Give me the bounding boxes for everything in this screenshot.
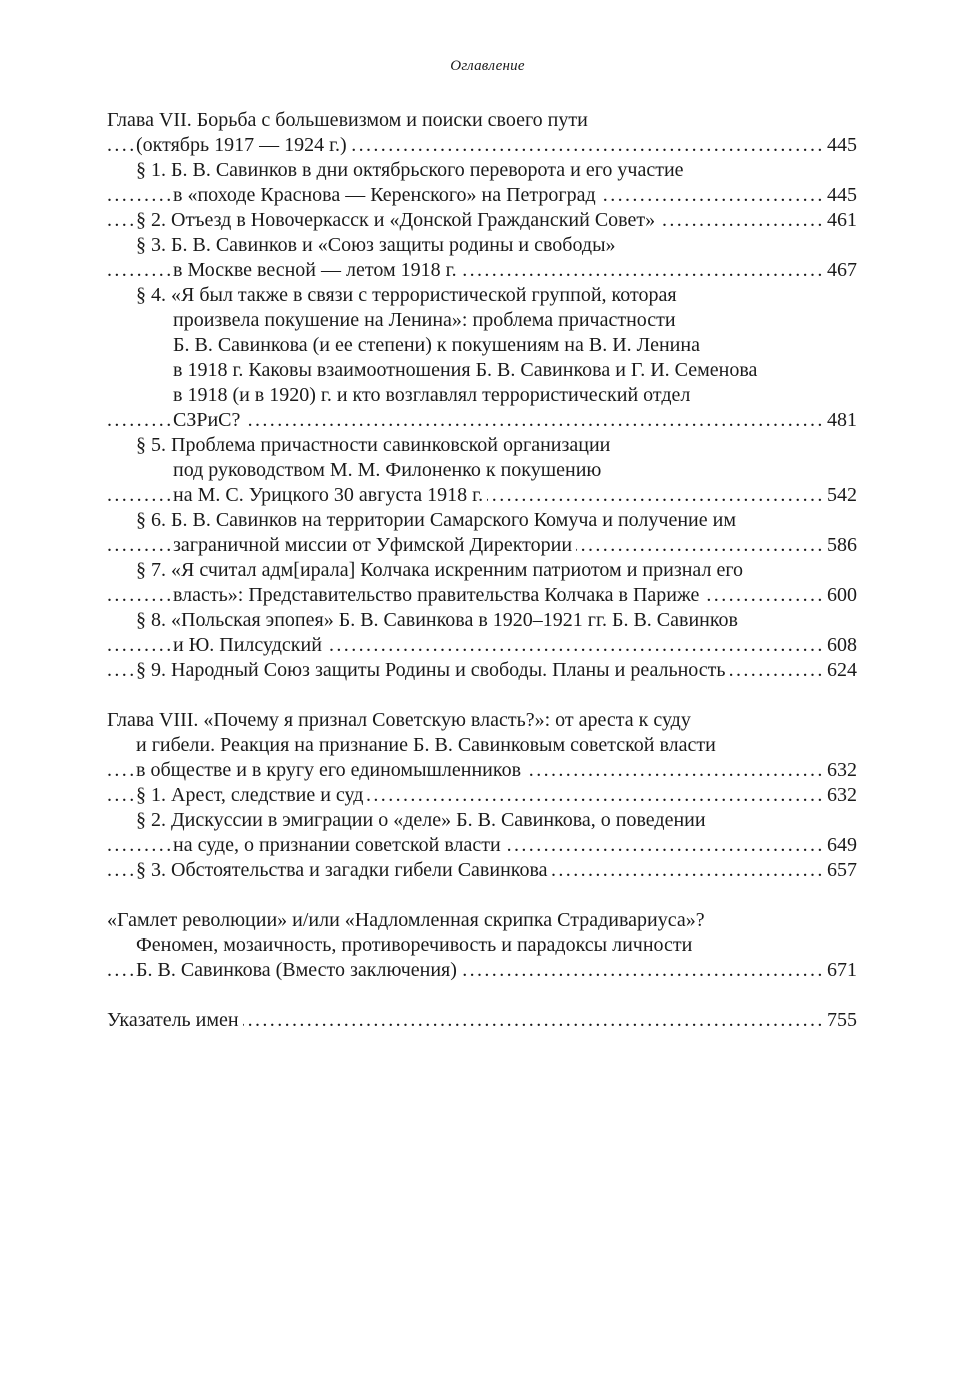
spacer xyxy=(107,683,857,708)
page-number: 657 xyxy=(824,858,857,883)
toc-entry-section-8-3[interactable]: § 3. Обстоятельства и загадки гибели Савинкова 657 . . . xyxy=(107,858,857,883)
toc-section-7-4: § 4. «Я был также в связи с террористической группой, которая xyxy=(136,284,677,306)
toc-section-7-1: § 1. Б. В. Савинков в дни октябрьского переворота и его участие xyxy=(136,159,684,181)
toc-entry-section-7-4[interactable]: СЗРиС? 481 . . . xyxy=(107,408,857,433)
toc-section-7-4-cont: произвела покушение на Ленина»: проблема причастности xyxy=(173,309,676,331)
page-number: 445 xyxy=(824,133,857,158)
toc-section-7-6: § 6. Б. В. Савинков на территории Самарского Комуча и получение им xyxy=(136,509,736,531)
toc-entry-chapter-7[interactable]: (октябрь 1917 — 1924 г.) 445 . . . xyxy=(107,133,857,158)
toc-chapter-8-cont: и гибели. Реакция на признание Б. В. Савинковым советской власти xyxy=(136,734,716,756)
toc-section-7-4-cont: Б. В. Савинкова (и ее степени) к покушениям на В. И. Ленина xyxy=(173,334,700,356)
toc-entry-section-8-1[interactable]: § 1. Арест, следствие и суд 632 . . . xyxy=(107,783,857,808)
page-number: 649 xyxy=(824,833,857,858)
toc-entry-section-7-7[interactable]: власть»: Представительство правительства Колчака в Париже 600 . . . xyxy=(107,583,857,608)
toc-section-7-3: § 3. Б. В. Савинков и «Союз защиты родины и свободы» xyxy=(136,234,616,256)
toc-entry-section-7-3[interactable]: в Москве весной — летом 1918 г. 467 . . . xyxy=(107,258,857,283)
spacer xyxy=(107,983,857,1008)
toc-entry-section-7-6[interactable]: заграничной миссии от Уфимской Директории 586 . . . xyxy=(107,533,857,558)
page-number: 586 xyxy=(824,533,857,558)
toc-chapter-8-title: Глава VIII. «Почему я признал Советскую власть?»: от ареста к суду xyxy=(107,709,691,731)
toc-entry-index[interactable]: Указатель имен 755 . . . xyxy=(107,1008,857,1033)
toc-chapter-7-title: Глава VII. Борьба с большевизмом и поиски своего пути xyxy=(107,109,588,131)
page-number: 632 xyxy=(824,758,857,783)
toc-entry-section-7-5[interactable]: на М. С. Урицкого 30 августа 1918 г. 542 . . . xyxy=(107,483,857,508)
toc-section-7-8: § 8. «Польская эпопея» Б. В. Савинкова в 1920–1921 гг. Б. В. Савинков xyxy=(136,609,738,631)
page-number: 445 xyxy=(824,183,857,208)
page-number: 467 xyxy=(824,258,857,283)
page-number: 624 xyxy=(824,658,857,683)
toc-entry-section-7-8[interactable]: и Ю. Пилсудский 608 . . . xyxy=(107,633,857,658)
page-number: 671 xyxy=(824,958,857,983)
page-number: 608 xyxy=(824,633,857,658)
toc-conclusion-cont: Феномен, мозаичность, противоречивость и парадоксы личности xyxy=(136,934,693,956)
page-number: 461 xyxy=(824,208,857,233)
toc-section-8-2: § 2. Дискуссии в эмиграции о «деле» Б. В. Савинкова, о поведении xyxy=(136,809,706,831)
page-number: 632 xyxy=(824,783,857,808)
running-header: Оглавление xyxy=(450,58,525,74)
toc-entry-section-7-2[interactable]: § 2. Отъезд в Новочеркасск и «Донской Гражданский Совет» 461 . . . xyxy=(107,208,857,233)
page-number: 755 xyxy=(824,1008,857,1033)
toc-entry-conclusion[interactable]: Б. В. Савинкова (Вместо заключения) 671 . . . xyxy=(107,958,857,983)
toc-section-7-7: § 7. «Я считал адм[ирала] Колчака искренним патриотом и признал его xyxy=(136,559,744,581)
toc-entry-section-7-9[interactable]: § 9. Народный Союз защиты Родины и свободы. Планы и реальность 624 . . . xyxy=(107,658,857,683)
toc-conclusion-title: «Гамлет революции» и/или «Надломленная скрипка Страдивариуса»? xyxy=(107,909,705,931)
page-number: 600 xyxy=(824,583,857,608)
toc-section-7-4-cont: в 1918 (и в 1920) г. и кто возглавлял террористический отдел xyxy=(173,384,691,406)
toc-section-7-5-cont: под руководством М. М. Филоненко к покушению xyxy=(173,459,602,481)
toc-entry-section-8-2[interactable]: на суде, о признании советской власти 649 . . . xyxy=(107,833,857,858)
page-number: 542 xyxy=(824,483,857,508)
toc-section-7-5: § 5. Проблема причастности савинковской организации xyxy=(136,434,611,456)
table-of-contents xyxy=(107,108,857,1033)
page-number: 481 xyxy=(824,408,857,433)
toc-entry-section-7-1[interactable]: в «походе Краснова — Керенского» на Петроград 445 . . . xyxy=(107,183,857,208)
toc-entry-chapter-8[interactable]: в обществе и в кругу его единомышленников 632 . . . xyxy=(107,758,857,783)
toc-section-7-4-cont: в 1918 г. Каковы взаимоотношения Б. В. Савинкова и Г. И. Семенова xyxy=(173,359,758,381)
spacer xyxy=(107,883,857,908)
